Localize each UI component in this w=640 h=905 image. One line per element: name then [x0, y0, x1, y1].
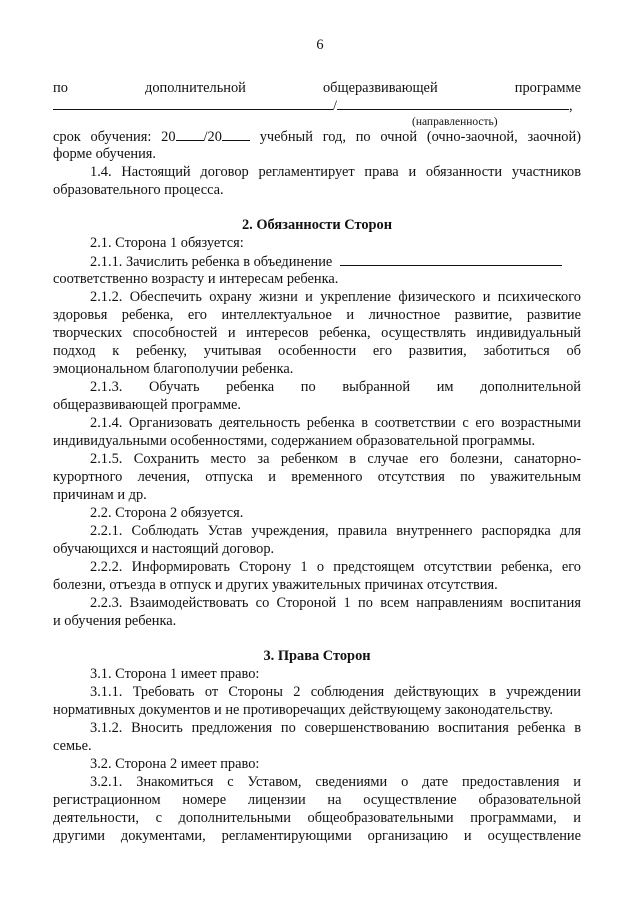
- clause-2-1-2-cont: эмоциональном благополучии ребенка.: [53, 361, 294, 377]
- clause-text: 2.1.1. Зачислить ребенка в объединение: [90, 254, 333, 270]
- clause-3-1-2-cont: семье.: [53, 738, 92, 754]
- clause-1-4: 1.4. Настоящий договор регламентирует права и обязанности участников: [90, 164, 581, 180]
- clause-3-2-1-cont: регистрационном номере лицензии на осуществление образовательной: [53, 792, 581, 808]
- clause-2-1-5-cont: причинам и др.: [53, 487, 147, 503]
- end-year-blank[interactable]: [222, 127, 250, 141]
- program-word: по: [53, 80, 68, 96]
- clause-2-2-3: 2.2.3. Взаимодействовать со Стороной 1 по всем направлениям воспитания: [90, 595, 581, 611]
- section-3-title: 3. Права Сторон: [263, 648, 371, 664]
- program-word: дополнительной: [145, 80, 246, 96]
- clause-2-1-2-cont: здоровья ребенка, его интеллектуальное и личностное развитие, развитие: [53, 307, 581, 323]
- clause-2-2-1: 2.2.1. Соблюдать Устав учреждения, правила внутреннего распорядка для: [90, 523, 581, 539]
- comma: ,: [569, 98, 573, 114]
- clause-2-2: 2.2. Сторона 2 обязуется.: [90, 505, 244, 521]
- clause-2-1-3: 2.1.3. Обучать ребенка по выбранной им дополнительной: [90, 379, 581, 395]
- clause-3-2-1: 3.2.1. Знакомиться с Уставом, сведениями о дате предоставления и: [90, 774, 581, 790]
- term-slash: /20: [203, 129, 222, 145]
- clause-2-1-4: 2.1.4. Организовать деятельность ребенка в соответствии с его возрастными: [90, 415, 581, 431]
- clause-2-1-2-cont: подход к ребенку, учитывая особенности его развития, заботиться об: [53, 343, 581, 359]
- clause-3-2-1-cont: другими документами, регламентирующими организацию и осуществление: [53, 828, 581, 844]
- clause-1-4-cont: образовательного процесса.: [53, 182, 224, 198]
- clause-3-1-1: 3.1.1. Требовать от Стороны 2 соблюдения действующих в учреждении: [90, 684, 581, 700]
- start-year-blank[interactable]: [176, 127, 204, 141]
- clause-3-1-2: 3.1.2. Вносить предложения по совершенствованию воспитания ребенка в: [90, 720, 581, 736]
- program-line: [53, 79, 581, 97]
- association-blank[interactable]: [340, 252, 562, 266]
- program-name-blank[interactable]: [53, 96, 333, 110]
- clause-2-1-2: 2.1.2. Обеспечить охрану жизни и укрепление физического и психического: [90, 289, 581, 305]
- clause-2-2-2-cont: болезни, отъезда в отпуск и других уважительных причинах отсутствия.: [53, 577, 498, 593]
- term-line: [53, 127, 581, 146]
- clause-2-1-5-cont: курортного лечения, отпуска и временного отсутствия по уважительным: [53, 469, 581, 485]
- program-word: программе: [514, 80, 581, 96]
- term-prefix: срок обучения: 20: [53, 129, 176, 145]
- clause-2-1-2-cont: творческих способностей и интересов ребенка, осуществлять индивидуальный: [53, 325, 581, 341]
- program-word: общеразвивающей: [322, 80, 438, 96]
- section-2-title: 2. Обязанности Сторон: [241, 217, 393, 233]
- direction-caption: (направленность): [412, 116, 498, 128]
- clause-2-1-5: 2.1.5. Сохранить место за ребенком в случае его болезни, санаторно-: [90, 451, 581, 467]
- clause-3-1: 3.1. Сторона 1 имеет право:: [90, 666, 260, 682]
- clause-3-2: 3.2. Сторона 2 имеет право:: [90, 756, 260, 772]
- clause-2-1-3-cont: общеразвивающей программе.: [53, 397, 242, 413]
- clause-2-2-2: 2.2.2. Информировать Сторону 1 о предстоящем отсутствии ребенка, его: [90, 559, 581, 575]
- clause-2-2-1-cont: обучающихся и настоящий договор.: [53, 541, 275, 557]
- clause-2-1-1-cont: соответственно возрасту и интересам ребенка.: [53, 271, 339, 287]
- direction-blank[interactable]: [337, 96, 569, 110]
- page-number: 6: [316, 37, 324, 53]
- clause-2-1-1: [53, 252, 581, 271]
- clause-2-1-4-cont: индивидуальными особенностями, содержанием образовательной программы.: [53, 433, 536, 449]
- program-blanks: [53, 96, 581, 115]
- term-line-2: форме обучения.: [53, 146, 156, 162]
- clause-2-1: 2.1. Сторона 1 обязуется:: [90, 235, 244, 251]
- term-suffix: учебный год, по очной (очно-заочной, заочной): [249, 129, 581, 145]
- clause-3-2-1-cont: деятельности, с дополнительными общеобразовательными программами, и: [53, 810, 581, 826]
- slash-separator: /: [333, 98, 337, 114]
- clause-2-2-3-cont: и обучения ребенка.: [53, 613, 177, 629]
- clause-3-1-1-cont: нормативных документов и не противоречащих действующему законодательству.: [53, 702, 554, 718]
